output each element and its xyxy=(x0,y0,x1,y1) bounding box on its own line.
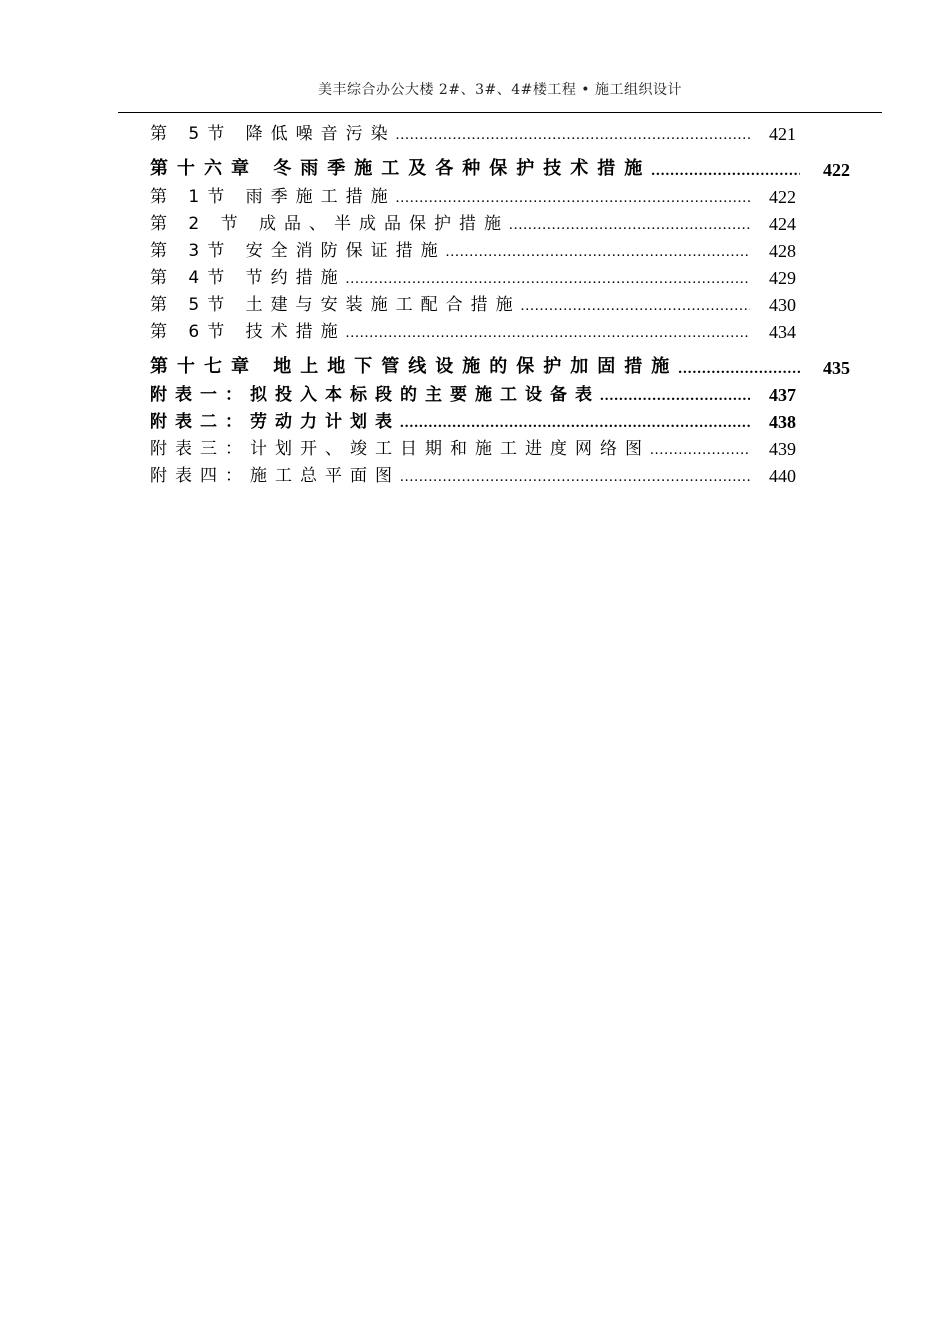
toc-appendix-entry[interactable] xyxy=(150,406,850,433)
toc-entry-label: 第 5节 降低噪音污染 xyxy=(150,124,396,144)
toc-entry[interactable] xyxy=(150,181,850,208)
toc-page-number: 422 xyxy=(769,187,796,207)
toc-page-number: 424 xyxy=(769,214,796,234)
toc-dot-leader xyxy=(400,467,750,487)
toc-dot-leader xyxy=(346,269,750,289)
toc-page-number: 435 xyxy=(823,358,850,378)
toc-dot-leader xyxy=(651,161,800,181)
toc-entry[interactable] xyxy=(150,316,850,343)
toc-dot-leader xyxy=(400,413,750,433)
toc-dot-leader xyxy=(346,323,750,343)
toc-entry-label: 第 2 节 成品、半成品保护措施 xyxy=(150,214,510,234)
toc-entry-label: 附表四：施工总平面图 xyxy=(150,466,400,486)
toc-page-number: 440 xyxy=(769,466,796,486)
toc-entry-label: 附表一：拟投入本标段的主要施工设备表 xyxy=(150,385,600,405)
toc-dot-leader xyxy=(650,440,750,460)
toc-chapter-label: 第十六章 冬雨季施工及各种保护技术措施 xyxy=(150,158,652,179)
toc-appendix-entry[interactable] xyxy=(150,460,850,487)
toc-page-number: 422 xyxy=(823,160,850,180)
toc-entry[interactable] xyxy=(150,262,850,289)
header-rule xyxy=(118,112,882,113)
toc-chapter-label: 第十七章 地上地下管线设施的保护加固措施 xyxy=(150,356,679,377)
toc-entry-label: 第 3节 安全消防保证措施 xyxy=(150,241,446,261)
toc-page-number: 429 xyxy=(769,268,796,288)
toc-page-number: 438 xyxy=(769,412,796,432)
toc-dot-leader xyxy=(600,386,750,406)
page-header: 美丰综合办公大楼 2#、3#、4#楼工程 • 施工组织设计 xyxy=(317,82,683,98)
toc-entry-label: 第 4节 节约措施 xyxy=(150,268,346,288)
toc-entry-label: 第 5节 土建与安装施工配合措施 xyxy=(150,295,521,315)
toc-dot-leader xyxy=(396,188,750,208)
toc-page-number: 439 xyxy=(769,439,796,459)
toc-entry[interactable] xyxy=(150,118,850,145)
toc-appendix-entry[interactable] xyxy=(150,379,850,406)
toc-entry-label: 第 6节 技术措施 xyxy=(150,322,346,342)
toc-entry-label: 第 1节 雨季施工措施 xyxy=(150,187,396,207)
toc-dot-leader xyxy=(678,359,800,379)
toc-dot-leader xyxy=(396,125,750,145)
toc-chapter-entry[interactable] xyxy=(150,145,850,181)
toc-page-number: 428 xyxy=(769,241,796,261)
table-of-contents xyxy=(150,118,850,487)
toc-appendix-entry[interactable] xyxy=(150,433,850,460)
toc-page-number: 437 xyxy=(769,385,796,405)
toc-dot-leader xyxy=(521,296,750,316)
toc-entry-label: 附表三：计划开、竣工日期和施工进度网络图 xyxy=(150,439,650,459)
toc-page-number: 430 xyxy=(769,295,796,315)
toc-dot-leader xyxy=(446,242,750,262)
toc-entry[interactable] xyxy=(150,289,850,316)
toc-page-number: 421 xyxy=(769,124,796,144)
toc-page-number: 434 xyxy=(769,322,796,342)
toc-chapter-entry[interactable] xyxy=(150,343,850,379)
toc-dot-leader xyxy=(509,215,750,235)
toc-entry[interactable] xyxy=(150,208,850,235)
toc-entry-label: 附表二：劳动力计划表 xyxy=(150,412,400,432)
toc-entry[interactable] xyxy=(150,235,850,262)
